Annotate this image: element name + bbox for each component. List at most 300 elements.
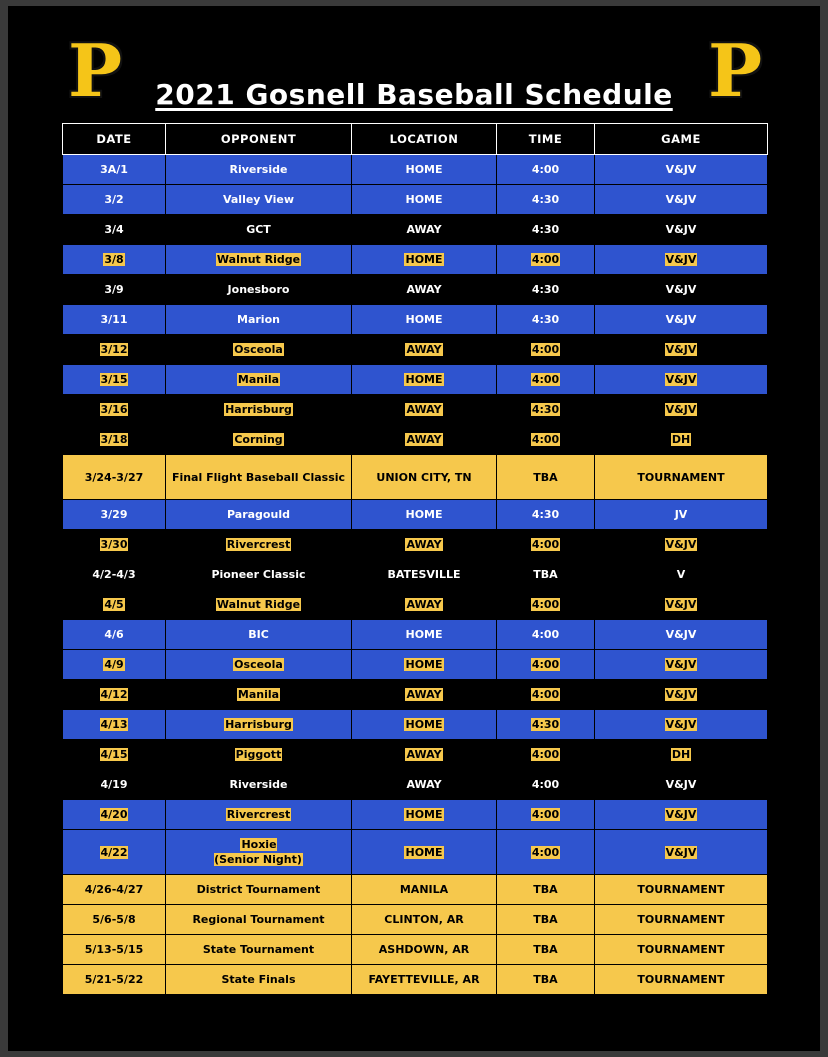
- game-text: TOURNAMENT: [637, 470, 725, 484]
- game-text: V&JV: [665, 253, 697, 266]
- table-row: [63, 185, 768, 215]
- cell-opponent: [166, 770, 352, 800]
- cell-date: [63, 155, 166, 185]
- date-text: 4/19: [100, 778, 128, 791]
- cell-time: [497, 740, 595, 770]
- date-text: 3/9: [104, 283, 124, 296]
- game-text: TOURNAMENT: [637, 973, 725, 986]
- cell-time: [497, 710, 595, 740]
- table-row: [63, 560, 768, 590]
- opponent-text: Manila: [237, 373, 280, 386]
- game-text: V&JV: [665, 688, 697, 701]
- location-text: BATESVILLE: [387, 568, 461, 581]
- opponent-text: Riverside: [229, 163, 288, 176]
- cell-date: [63, 395, 166, 425]
- cell-location: [352, 680, 497, 710]
- cell-opponent: [166, 425, 352, 455]
- cell-location: [352, 740, 497, 770]
- cell-location: [352, 590, 497, 620]
- date-text: 3/12: [100, 343, 128, 356]
- game-text: V&JV: [665, 403, 697, 416]
- opponent-text: State Tournament: [202, 943, 315, 956]
- time-text: 4:00: [531, 163, 560, 176]
- game-text: V&JV: [665, 658, 697, 671]
- location-text: AWAY: [406, 748, 442, 761]
- table-row: [63, 335, 768, 365]
- game-text: V&JV: [665, 628, 697, 641]
- opponent-text: Osceola: [234, 343, 283, 356]
- time-text: 4:00: [531, 688, 560, 701]
- date-text: 4/2-4/3: [92, 568, 136, 581]
- table-row: [63, 155, 768, 185]
- cell-location: [352, 215, 497, 245]
- date-text: 4/26-4/27: [84, 883, 144, 896]
- cell-date: [63, 770, 166, 800]
- location-text: CLINTON, AR: [384, 913, 464, 926]
- cell-opponent: [166, 500, 352, 530]
- cell-location: [352, 935, 497, 965]
- cell-time: [497, 620, 595, 650]
- opponent-text: Manila: [237, 688, 280, 701]
- location-text: HOME: [405, 508, 443, 521]
- date-text: 5/13-5/15: [84, 943, 144, 956]
- cell-game: [595, 740, 768, 770]
- time-text: TBA: [533, 568, 558, 581]
- table-row: [63, 275, 768, 305]
- opponent-text: Final Flight Baseball Classic: [171, 470, 346, 484]
- cell-location: [352, 245, 497, 275]
- cell-game: [595, 530, 768, 560]
- location-text: ASHDOWN, AR: [378, 943, 470, 956]
- header-location: LOCATION: [352, 124, 497, 155]
- date-text: 3/8: [104, 253, 124, 266]
- pirates-p-logo-left: P: [68, 28, 123, 113]
- location-text: HOME: [405, 313, 443, 326]
- location-text: AWAY: [406, 778, 442, 791]
- location-text: UNION CITY, TN: [376, 470, 472, 484]
- cell-location: [352, 965, 497, 995]
- page-title: 2021 Gosnell Baseball Schedule: [155, 78, 673, 111]
- cell-time: [497, 425, 595, 455]
- game-text: JV: [674, 508, 688, 521]
- cell-opponent: [166, 335, 352, 365]
- cell-time: [497, 305, 595, 335]
- cell-game: [595, 500, 768, 530]
- game-text: V&JV: [665, 538, 697, 551]
- game-text: V&JV: [665, 343, 697, 356]
- date-text: 3/11: [100, 313, 128, 326]
- cell-date: [63, 425, 166, 455]
- time-text: TBA: [533, 973, 558, 986]
- table-row: [63, 770, 768, 800]
- opponent-text: Harrisburg: [225, 403, 292, 416]
- date-text: 3/15: [100, 373, 128, 386]
- cell-opponent: [166, 395, 352, 425]
- location-text: HOME: [405, 628, 443, 641]
- cell-location: [352, 455, 497, 500]
- cell-opponent: [166, 710, 352, 740]
- cell-date: [63, 620, 166, 650]
- table-row: [63, 740, 768, 770]
- location-text: HOME: [405, 373, 443, 386]
- cell-opponent: [166, 680, 352, 710]
- cell-game: [595, 965, 768, 995]
- cell-location: [352, 185, 497, 215]
- date-text: 3/18: [100, 433, 128, 446]
- schedule-page: [8, 6, 820, 1051]
- cell-game: [595, 590, 768, 620]
- game-text: V&JV: [665, 313, 697, 326]
- time-text: TBA: [533, 883, 558, 896]
- date-text: 3/29: [100, 508, 128, 521]
- time-text: 4:30: [531, 193, 560, 206]
- date-text: 4/13: [100, 718, 128, 731]
- game-text: V&JV: [665, 845, 697, 859]
- date-text: 4/6: [104, 628, 124, 641]
- time-text: 4:00: [531, 748, 560, 761]
- cell-location: [352, 710, 497, 740]
- cell-date: [63, 710, 166, 740]
- location-text: AWAY: [406, 283, 442, 296]
- opponent-text: Rivercrest: [226, 808, 291, 821]
- cell-game: [595, 275, 768, 305]
- opponent-text: State Finals: [221, 973, 296, 986]
- opponent-text: BIC: [248, 628, 269, 641]
- game-text: V&JV: [665, 598, 697, 611]
- table-row: [63, 620, 768, 650]
- time-text: 4:30: [531, 313, 560, 326]
- cell-date: [63, 275, 166, 305]
- cell-date: [63, 875, 166, 905]
- location-text: HOME: [405, 193, 443, 206]
- date-text: 3/2: [104, 193, 124, 206]
- opponent-text: Rivercrest: [226, 538, 291, 551]
- location-text: AWAY: [406, 223, 442, 236]
- cell-time: [497, 245, 595, 275]
- cell-opponent: [166, 215, 352, 245]
- cell-date: [63, 245, 166, 275]
- cell-opponent: [166, 155, 352, 185]
- location-text: AWAY: [406, 343, 442, 356]
- time-text: 4:30: [531, 283, 560, 296]
- cell-opponent: [166, 305, 352, 335]
- cell-time: [497, 335, 595, 365]
- table-row: [63, 215, 768, 245]
- opponent-text: Hoxie (Senior Night): [214, 838, 302, 866]
- cell-opponent: [166, 875, 352, 905]
- location-text: HOME: [405, 808, 443, 821]
- cell-location: [352, 275, 497, 305]
- cell-game: [595, 425, 768, 455]
- time-text: 4:30: [531, 508, 560, 521]
- cell-date: [63, 560, 166, 590]
- opponent-text: Corning: [234, 433, 283, 446]
- time-text: 4:30: [531, 403, 560, 416]
- location-text: AWAY: [406, 598, 442, 611]
- cell-game: [595, 365, 768, 395]
- cell-opponent: [166, 275, 352, 305]
- cell-date: [63, 905, 166, 935]
- cell-opponent: [166, 965, 352, 995]
- table-row: [63, 500, 768, 530]
- time-text: 4:00: [531, 433, 560, 446]
- cell-opponent: [166, 365, 352, 395]
- header-row: [63, 124, 768, 155]
- cell-location: [352, 365, 497, 395]
- game-text: DH: [671, 748, 691, 761]
- game-text: V&JV: [665, 778, 697, 791]
- cell-opponent: [166, 830, 352, 875]
- cell-location: [352, 650, 497, 680]
- opponent-text: Marion: [237, 313, 280, 326]
- cell-time: [497, 905, 595, 935]
- table-row: [63, 830, 768, 875]
- opponent-text: Riverside: [229, 778, 288, 791]
- cell-location: [352, 500, 497, 530]
- cell-location: [352, 560, 497, 590]
- opponent-text: Walnut Ridge: [216, 253, 301, 266]
- cell-game: [595, 245, 768, 275]
- date-text: 4/9: [104, 658, 124, 671]
- date-text: 4/20: [100, 808, 128, 821]
- cell-time: [497, 965, 595, 995]
- cell-opponent: [166, 590, 352, 620]
- cell-location: [352, 155, 497, 185]
- cell-game: [595, 710, 768, 740]
- cell-game: [595, 395, 768, 425]
- pirates-p-logo-right: P: [708, 28, 763, 113]
- game-text: TOURNAMENT: [637, 913, 725, 926]
- date-text: 3A/1: [100, 163, 128, 176]
- cell-game: [595, 455, 768, 500]
- cell-game: [595, 875, 768, 905]
- game-text: V&JV: [665, 223, 697, 236]
- opponent-text: Paragould: [227, 508, 290, 521]
- cell-opponent: [166, 530, 352, 560]
- cell-date: [63, 650, 166, 680]
- date-text: 3/16: [100, 403, 128, 416]
- cell-game: [595, 155, 768, 185]
- location-text: MANILA: [399, 883, 449, 896]
- table-row: [63, 395, 768, 425]
- table-row: [63, 590, 768, 620]
- opponent-text: Harrisburg: [225, 718, 292, 731]
- cell-date: [63, 500, 166, 530]
- header-date: DATE: [63, 124, 166, 155]
- opponent-text: District Tournament: [196, 883, 321, 896]
- cell-opponent: [166, 905, 352, 935]
- cell-date: [63, 680, 166, 710]
- cell-date: [63, 365, 166, 395]
- date-text: 4/22: [100, 845, 128, 859]
- date-text: 3/4: [104, 223, 124, 236]
- location-text: HOME: [405, 253, 443, 266]
- game-text: V&JV: [665, 283, 697, 296]
- time-text: 4:00: [531, 253, 560, 266]
- cell-game: [595, 620, 768, 650]
- cell-location: [352, 800, 497, 830]
- game-text: V&JV: [665, 718, 697, 731]
- cell-time: [497, 770, 595, 800]
- cell-time: [497, 530, 595, 560]
- header-opponent: OPPONENT: [166, 124, 352, 155]
- time-text: 4:00: [531, 778, 560, 791]
- header-time: TIME: [497, 124, 595, 155]
- cell-date: [63, 305, 166, 335]
- cell-time: [497, 365, 595, 395]
- cell-opponent: [166, 620, 352, 650]
- date-text: 5/21-5/22: [84, 973, 144, 986]
- date-text: 3/24-3/27: [84, 470, 144, 484]
- table-row: [63, 875, 768, 905]
- cell-location: [352, 875, 497, 905]
- cell-location: [352, 620, 497, 650]
- cell-game: [595, 560, 768, 590]
- cell-time: [497, 500, 595, 530]
- game-text: TOURNAMENT: [637, 883, 725, 896]
- cell-game: [595, 680, 768, 710]
- cell-date: [63, 530, 166, 560]
- table-row: [63, 305, 768, 335]
- cell-time: [497, 590, 595, 620]
- cell-time: [497, 185, 595, 215]
- opponent-text: Osceola: [234, 658, 283, 671]
- game-text: V&JV: [665, 373, 697, 386]
- cell-time: [497, 650, 595, 680]
- cell-date: [63, 185, 166, 215]
- cell-opponent: [166, 800, 352, 830]
- opponent-text: Regional Tournament: [192, 913, 325, 926]
- game-text: V: [676, 568, 686, 581]
- table-row: [63, 245, 768, 275]
- cell-time: [497, 560, 595, 590]
- opponent-text: Jonesboro: [227, 283, 290, 296]
- cell-date: [63, 740, 166, 770]
- cell-date: [63, 800, 166, 830]
- cell-time: [497, 215, 595, 245]
- game-text: DH: [671, 433, 691, 446]
- date-text: 5/6-5/8: [92, 913, 136, 926]
- time-text: 4:00: [531, 808, 560, 821]
- time-text: 4:00: [531, 538, 560, 551]
- cell-location: [352, 830, 497, 875]
- cell-opponent: [166, 650, 352, 680]
- cell-location: [352, 770, 497, 800]
- location-text: HOME: [405, 718, 443, 731]
- date-text: 3/30: [100, 538, 128, 551]
- table-row: [63, 710, 768, 740]
- opponent-text: Valley View: [222, 193, 295, 206]
- location-text: AWAY: [406, 433, 442, 446]
- table-row: [63, 530, 768, 560]
- cell-game: [595, 830, 768, 875]
- game-text: TOURNAMENT: [637, 943, 725, 956]
- cell-time: [497, 455, 595, 500]
- time-text: 4:00: [531, 658, 560, 671]
- opponent-text: GCT: [246, 223, 271, 236]
- cell-date: [63, 590, 166, 620]
- cell-time: [497, 395, 595, 425]
- cell-time: [497, 830, 595, 875]
- cell-game: [595, 935, 768, 965]
- game-text: V&JV: [665, 193, 697, 206]
- cell-time: [497, 155, 595, 185]
- cell-opponent: [166, 560, 352, 590]
- cell-time: [497, 680, 595, 710]
- cell-time: [497, 935, 595, 965]
- date-text: 4/12: [100, 688, 128, 701]
- location-text: FAYETTEVILLE, AR: [368, 973, 480, 986]
- cell-game: [595, 905, 768, 935]
- cell-date: [63, 455, 166, 500]
- cell-opponent: [166, 455, 352, 500]
- cell-location: [352, 530, 497, 560]
- time-text: TBA: [533, 943, 558, 956]
- opponent-text: Piggott: [235, 748, 282, 761]
- location-text: HOME: [405, 163, 443, 176]
- location-text: AWAY: [406, 403, 442, 416]
- cell-time: [497, 275, 595, 305]
- table-row: [63, 680, 768, 710]
- time-text: TBA: [533, 470, 558, 484]
- cell-location: [352, 905, 497, 935]
- cell-game: [595, 650, 768, 680]
- cell-location: [352, 305, 497, 335]
- cell-time: [497, 875, 595, 905]
- header-game: GAME: [595, 124, 768, 155]
- time-text: 4:00: [531, 628, 560, 641]
- schedule-table: [62, 123, 768, 995]
- cell-game: [595, 185, 768, 215]
- table-row: [63, 650, 768, 680]
- location-text: AWAY: [406, 688, 442, 701]
- location-text: AWAY: [406, 538, 442, 551]
- cell-game: [595, 770, 768, 800]
- time-text: 4:30: [531, 223, 560, 236]
- table-row: [63, 935, 768, 965]
- cell-date: [63, 830, 166, 875]
- location-text: HOME: [405, 658, 443, 671]
- table-row: [63, 905, 768, 935]
- cell-opponent: [166, 245, 352, 275]
- cell-location: [352, 335, 497, 365]
- time-text: 4:00: [531, 373, 560, 386]
- table-row: [63, 965, 768, 995]
- location-text: HOME: [405, 845, 443, 859]
- game-text: V&JV: [665, 808, 697, 821]
- time-text: TBA: [533, 913, 558, 926]
- opponent-text: Walnut Ridge: [216, 598, 301, 611]
- date-text: 4/15: [100, 748, 128, 761]
- cell-opponent: [166, 185, 352, 215]
- cell-game: [595, 800, 768, 830]
- cell-game: [595, 335, 768, 365]
- table-row: [63, 800, 768, 830]
- cell-time: [497, 800, 595, 830]
- date-text: 4/5: [104, 598, 124, 611]
- cell-location: [352, 425, 497, 455]
- table-row: [63, 365, 768, 395]
- cell-date: [63, 335, 166, 365]
- opponent-text: Pioneer Classic: [211, 568, 306, 581]
- cell-date: [63, 215, 166, 245]
- table-row: [63, 425, 768, 455]
- cell-location: [352, 395, 497, 425]
- cell-date: [63, 965, 166, 995]
- time-text: 4:00: [531, 598, 560, 611]
- cell-opponent: [166, 740, 352, 770]
- time-text: 4:00: [531, 343, 560, 356]
